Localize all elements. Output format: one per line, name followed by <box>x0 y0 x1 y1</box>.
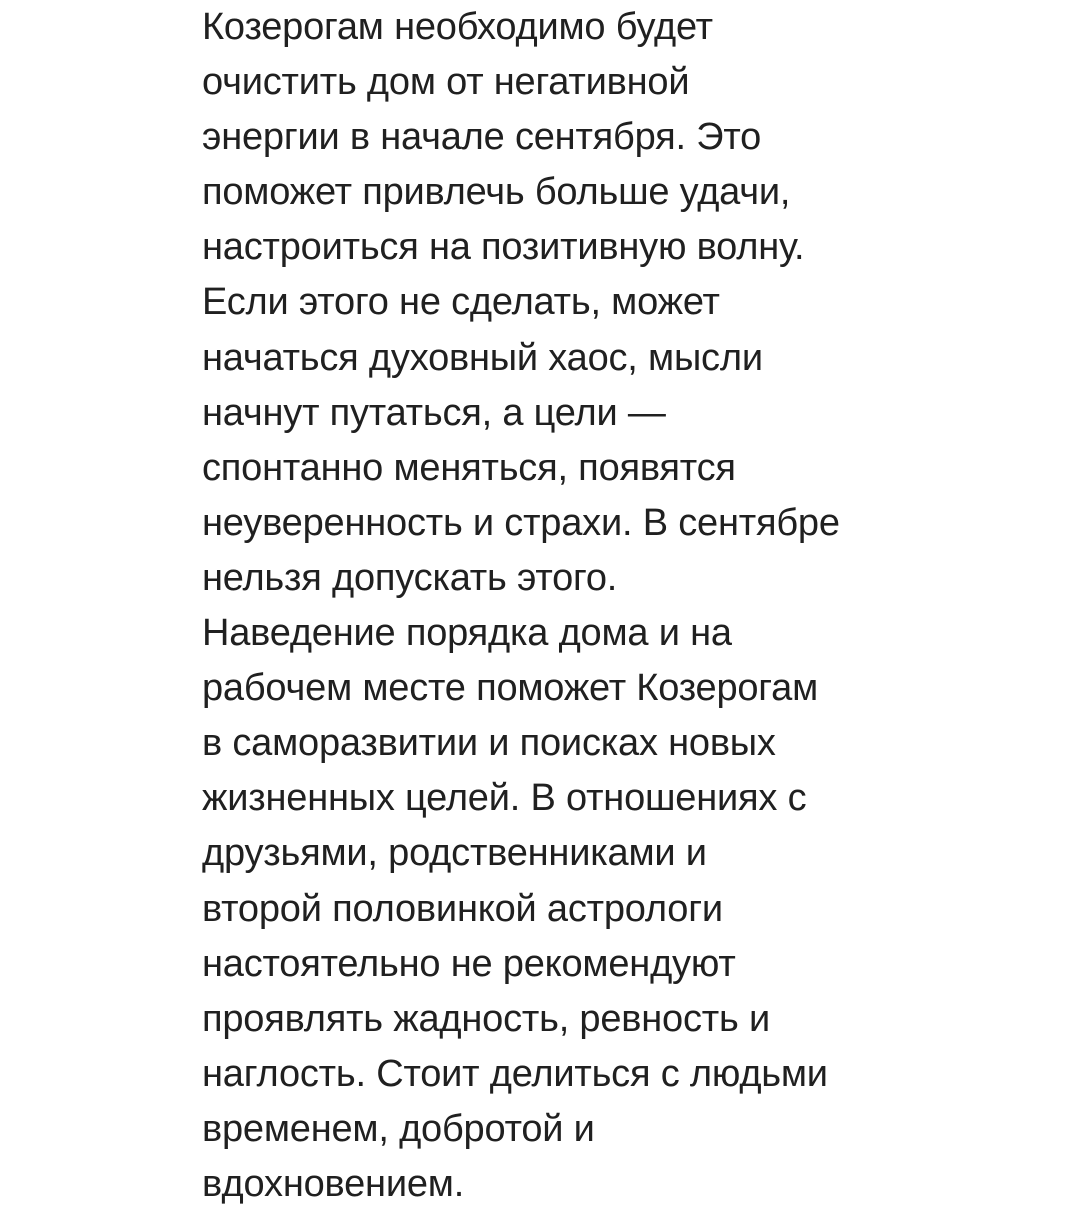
text-line-21: временем, добротой и <box>202 1107 595 1150</box>
text-line-1: Козерогам необходимо будет <box>202 6 713 48</box>
text-line-15: жизненных целей. В отношениях с <box>202 777 807 820</box>
article-text <box>202 0 962 1212</box>
text-line-22: вдохновением. <box>202 1162 465 1205</box>
text-line-5: настроиться на позитивную волну. <box>202 226 805 269</box>
text-line-20: наглость. Стоит делиться с людьми <box>202 1052 828 1095</box>
text-line-11: нельзя допускать этого. <box>202 556 618 599</box>
text-line-10: неуверенность и страхи. В сентябре <box>202 501 840 544</box>
text-line-16: друзьями, родственниками и <box>202 832 707 875</box>
text-line-6: Если этого не сделать, может <box>202 281 720 324</box>
text-line-17: второй половинкой астрологи <box>202 887 723 930</box>
text-line-13: рабочем месте поможет Козерогам <box>202 667 818 710</box>
text-line-19: проявлять жадность, ревность и <box>202 997 770 1040</box>
text-line-14: в саморазвитии и поисках новых <box>202 722 776 765</box>
text-line-4: поможет привлечь больше удачи, <box>202 171 791 214</box>
text-line-7: начаться духовный хаос, мысли <box>202 336 763 379</box>
text-line-3: энергии в начале сентября. Это <box>202 116 762 159</box>
text-line-18: настоятельно не рекомендуют <box>202 942 736 985</box>
text-line-8: начнут путаться, а цели — <box>202 391 666 434</box>
text-line-9: спонтанно меняться, появятся <box>202 446 736 489</box>
text-line-2: очистить дом от негативной <box>202 61 690 104</box>
text-line-12: Наведение порядка дома и на <box>202 612 732 655</box>
